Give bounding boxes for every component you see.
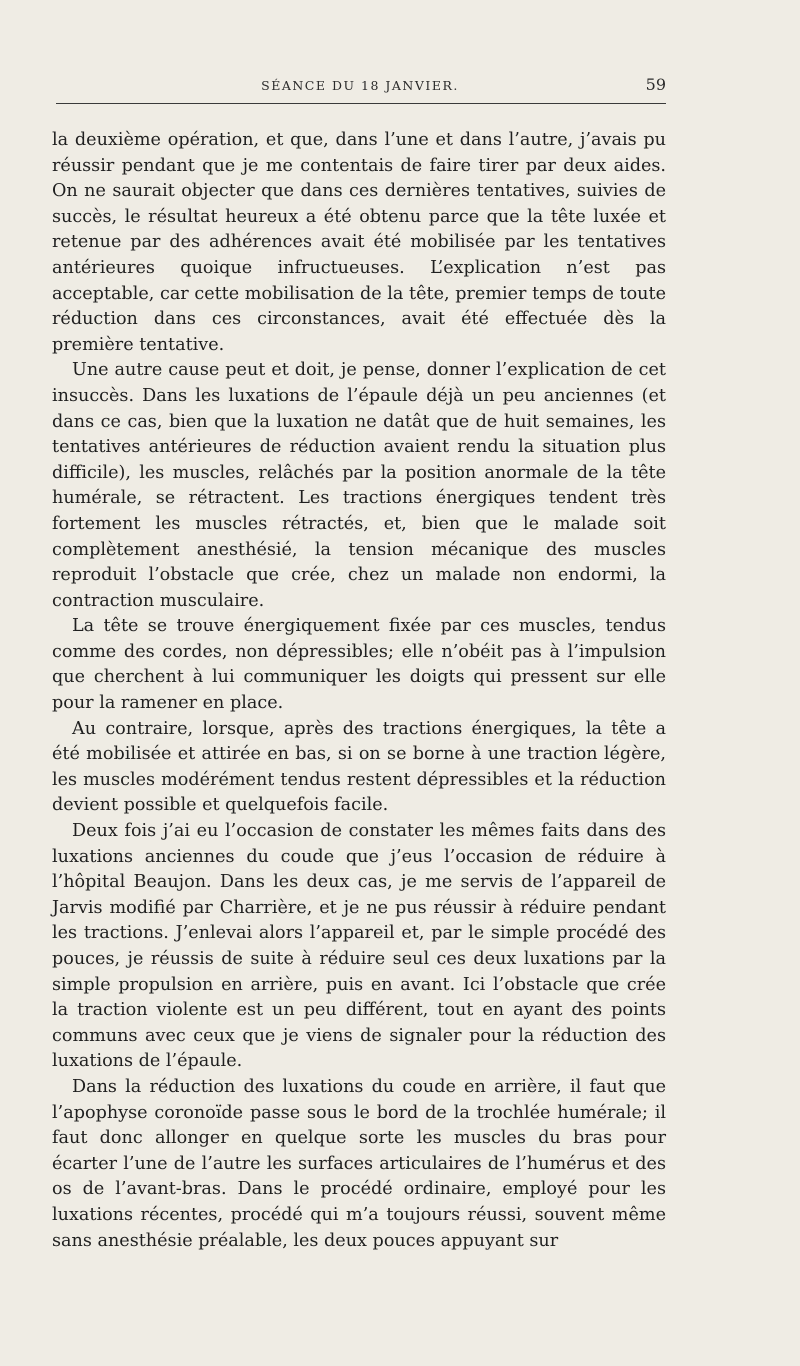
page-header [60,75,666,98]
running-head: SÉANCE DU 18 JANVIER. [261,78,459,93]
body-text [52,128,666,1254]
page-number: 59 [645,75,666,94]
header-rule [56,103,666,104]
paragraph: Dans la réduction des luxations du coude en arrière, il faut que l’apophyse coronoïde passe sous le bord de la trochlée humérale; il faut donc allonger en quelque sorte les muscles du bras pour écarter l’une de l’autre les surfaces articulaires de l’humérus et des os de l’avant-bras. Dans le procédé ordinaire, employé pour les luxations récentes, procédé qui m’a toujours réussi, souvent même sans anesthésie préalable, les deux pouces appuyant sur [52,1076,666,1251]
paragraph: Deux fois j’ai eu l’occasion de constater les mêmes faits dans des luxations anciennes du coude que j’eus l’occasion de réduire à l’hôpital Beaujon. Dans les deux cas, je me servis de l’appareil de Jarvis modifié par Charrière, et je ne pus réussir à réduire pendant les tractions. J’enlevai alors l’appareil et, par le simple procédé des pouces, je réussis de suite à réduire seul ces deux luxations par la simple propulsion en arrière, puis en avant. Ici l’obstacle que crée la traction violente est un peu différent, tout en ayant des points communs avec ceux que je viens de signaler pour la réduction des luxations de l’épaule. [52,821,666,1072]
paragraph: Au contraire, lorsque, après des tractions énergiques, la tête a été mobilisée et attirée en bas, si on se borne à une traction légère, les muscles modérément tendus restent dépressibles et la réduction devient possible et quelquefois facile. [52,718,666,816]
paragraph: la deuxième opération, et que, dans l’une et dans l’autre, j’avais pu réussir pendant que je me contentais de faire tirer par deux aides. On ne saurait objecter que dans ces dernières tentatives, suivies de succès, le résultat heureux a été obtenu parce que la tête luxée et retenue par des adhérences avait été mobilisée par les tentatives antérieures quoique infructueuses. L’explication n’est pas acceptable, car cette mobilisation de la tête, premier temps de toute réduction dans ces circonstances, avait été effectuée dès la première tentative. [52,130,666,355]
paragraph: La tête se trouve énergiquement fixée par ces muscles, tendus comme des cordes, non dépressibles; elle n’obéit pas à l’impulsion que cherchent à lui communiquer les doigts qui pressent sur elle pour la ramener en place. [52,616,666,714]
paragraph: Une autre cause peut et doit, je pense, donner l’explication de cet insuccès. Dans les luxations de l’épaule déjà un peu anciennes (et dans ce cas, bien que la luxation ne datât que de huit semaines, les tentatives antérieures de réduction avaient rendu la situation plus difficile), les muscles, relâchés par la position anormale de la tête humérale, se rétractent. Les tractions énergiques tendent très fortement les muscles rétractés, et, bien que le malade soit complètement anesthésié, la tension mécanique des muscles reproduit l’obstacle que crée, chez un malade non endormi, la contraction musculaire. [52,360,666,611]
